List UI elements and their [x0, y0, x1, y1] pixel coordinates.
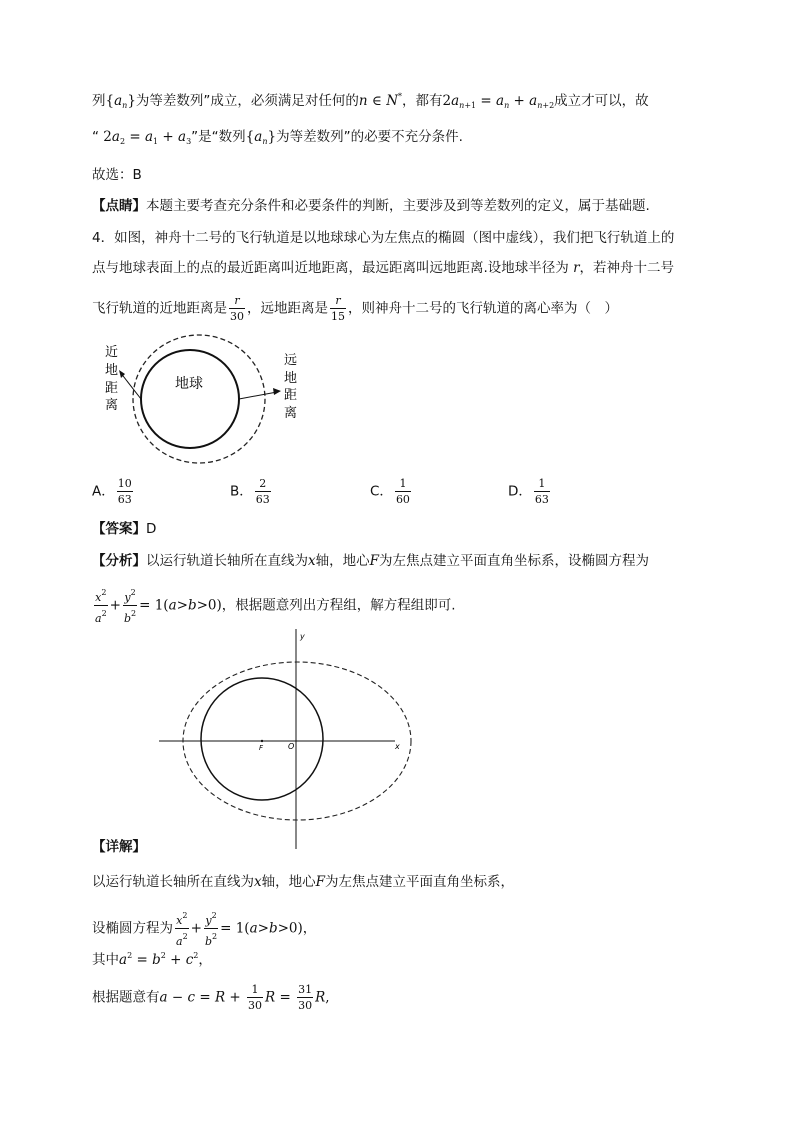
numerator: 2 [255, 476, 271, 492]
math: = 1(a>b>0) [139, 597, 222, 614]
question-4-line-1: 4．如图，神舟十二号的飞行轨道是以地球球心为左焦点的椭圆（图中虚线），我们把飞行轨道上的 [92, 230, 675, 246]
denominator: 63 [534, 493, 549, 506]
far-label-3: 距 [284, 388, 298, 403]
option-c [370, 476, 413, 507]
text: 为左焦点建立平面直角坐标系， [325, 874, 514, 890]
near-label-1: 近 [105, 345, 119, 360]
x-axis-label: x [395, 742, 400, 751]
text: 设椭圆方程为 [92, 920, 173, 937]
earth-circle [201, 678, 323, 800]
orbit-figure [95, 332, 315, 472]
fraction [395, 476, 411, 507]
text: “ [92, 129, 99, 145]
near-label-4: 离 [105, 398, 119, 413]
earth-label: 地球 [175, 376, 203, 392]
math: $a^2 = b^2 + c^2$ [119, 951, 199, 968]
text: 点与地球表面上的点的最近距离叫近地距离，最远距离叫远地距离.设地球半径为 [92, 260, 569, 276]
y-axis-label: y [300, 632, 305, 641]
paragraph-line-2 [92, 127, 463, 152]
option-label: A． [92, 483, 115, 500]
fraction: $\frac{r}{30}$ [230, 294, 244, 323]
denominator: 60 [395, 493, 410, 506]
near-label-2: 地 [105, 363, 119, 378]
text: 成立才可以，故 [554, 93, 649, 109]
far-label-2: 地 [284, 371, 298, 386]
fraction: $\frac{y^2}{b^2}$ [204, 908, 218, 949]
math: n [358, 93, 368, 109]
text: ， [302, 920, 317, 937]
math: ∈ [367, 93, 387, 109]
focus-label: F [259, 744, 264, 752]
denominator: 63 [255, 493, 270, 506]
math: $2a_2 = a_1 + a_3$ [99, 129, 192, 146]
denominator: 63 [117, 493, 132, 506]
text: ，则神舟十二号的飞行轨道的离心率为（ ） [348, 300, 618, 317]
note-tag: 【点睛】 [92, 198, 146, 214]
text: 列 [92, 93, 106, 109]
numerator: 10 [117, 477, 132, 490]
option-b [230, 476, 273, 507]
answer-text: D [146, 521, 157, 537]
far-arrowhead [273, 388, 281, 395]
detail-line-3 [92, 946, 212, 970]
note-text: 本题主要考查充分条件和必要条件的判断，主要涉及到等差数列的定义，属于基础题. [146, 198, 650, 214]
analysis-line-2 [92, 585, 456, 626]
fraction [117, 476, 133, 507]
option-a [92, 476, 135, 507]
paragraph-line-1 [92, 87, 649, 116]
text: 飞行轨道的近地距离是 [92, 300, 227, 317]
detail-tag-line [92, 837, 146, 857]
text: 为等差数列”的必要不充分条件. [276, 129, 463, 145]
fraction: $\frac{y^2}{b^2}$ [123, 585, 137, 626]
focus-point [261, 740, 263, 742]
math: N [386, 93, 398, 109]
orbit-ellipse [133, 335, 265, 463]
far-label-1: 远 [284, 353, 298, 368]
math: + [190, 920, 202, 937]
fraction: $\frac{1}{30}$ [248, 983, 263, 1012]
coordinate-figure [155, 625, 415, 853]
text: 以运行轨道长轴所在直线为 [92, 874, 254, 890]
option-label: B． [230, 483, 253, 500]
math: r [568, 260, 580, 276]
detail-line-1 [92, 872, 514, 892]
question-4-line-3 [92, 293, 618, 324]
option-d [508, 476, 552, 507]
note-line [92, 196, 650, 216]
text: ，远地距离是 [247, 300, 328, 317]
detail-line-4 [92, 982, 330, 1013]
math: x [254, 874, 262, 890]
origin-label: O [288, 742, 295, 751]
math: $\{a_n\}$ [105, 93, 136, 110]
numerator: 1 [534, 476, 550, 492]
far-arrow [239, 392, 277, 399]
math: , [325, 989, 330, 1006]
option-label: D． [508, 483, 532, 500]
analysis-tag: 【分析】 [92, 553, 146, 569]
text: 为左焦点建立平面直角坐标系，设椭圆方程为 [379, 553, 649, 569]
answer-tag: 【答案】 [92, 521, 146, 537]
near-label-3: 距 [105, 381, 119, 396]
text: 根据题意有 [92, 989, 160, 1006]
text: 轴，地心 [315, 553, 370, 569]
math: R [265, 989, 276, 1006]
math: F [369, 553, 379, 569]
detail-line-2 [92, 908, 316, 949]
fraction: $\frac{31}{30}$ [298, 983, 313, 1012]
math: * [398, 92, 402, 101]
text: ，都有 [402, 93, 443, 109]
math: = 1(a>b>0) [220, 920, 303, 937]
far-label-4: 离 [284, 406, 298, 421]
analysis-line-1 [92, 551, 649, 571]
text: ”是“数列 [191, 129, 246, 145]
math: + [109, 597, 121, 614]
math: $2a_{n+1} = a_n + a_{n+2}$ [442, 93, 555, 110]
text: 以运行轨道长轴所在直线为 [146, 553, 308, 569]
text: 其中 [92, 952, 119, 968]
fraction: $\frac{x^2}{a^2}$ [175, 908, 189, 949]
fraction: $\frac{r}{15}$ [331, 294, 345, 323]
text: ，根据题意列出方程组，解方程组即可. [221, 597, 456, 614]
math: R [315, 989, 326, 1006]
earth-circle [141, 350, 239, 448]
fraction [534, 476, 550, 507]
question-4-line-2 [92, 258, 674, 278]
detail-tag: 【详解】 [92, 839, 146, 855]
math: $\{a_n\}$ [245, 129, 277, 146]
numerator: 1 [395, 476, 411, 492]
text: 为等差数列”成立，必须满足对任何的 [135, 93, 359, 109]
answer-line [92, 519, 156, 539]
math: x [308, 553, 316, 569]
fraction [255, 476, 271, 507]
math: F [315, 874, 325, 890]
math: = [275, 989, 296, 1006]
text: ， [198, 952, 212, 968]
text: 轴，地心 [261, 874, 316, 890]
choice-line: 故选：B [92, 167, 142, 183]
fraction: $\frac{x^2}{a^2}$ [94, 585, 108, 626]
math: a − c = R + [159, 989, 246, 1006]
option-label: C． [370, 483, 393, 500]
text: ，若神舟十二号 [579, 260, 675, 276]
